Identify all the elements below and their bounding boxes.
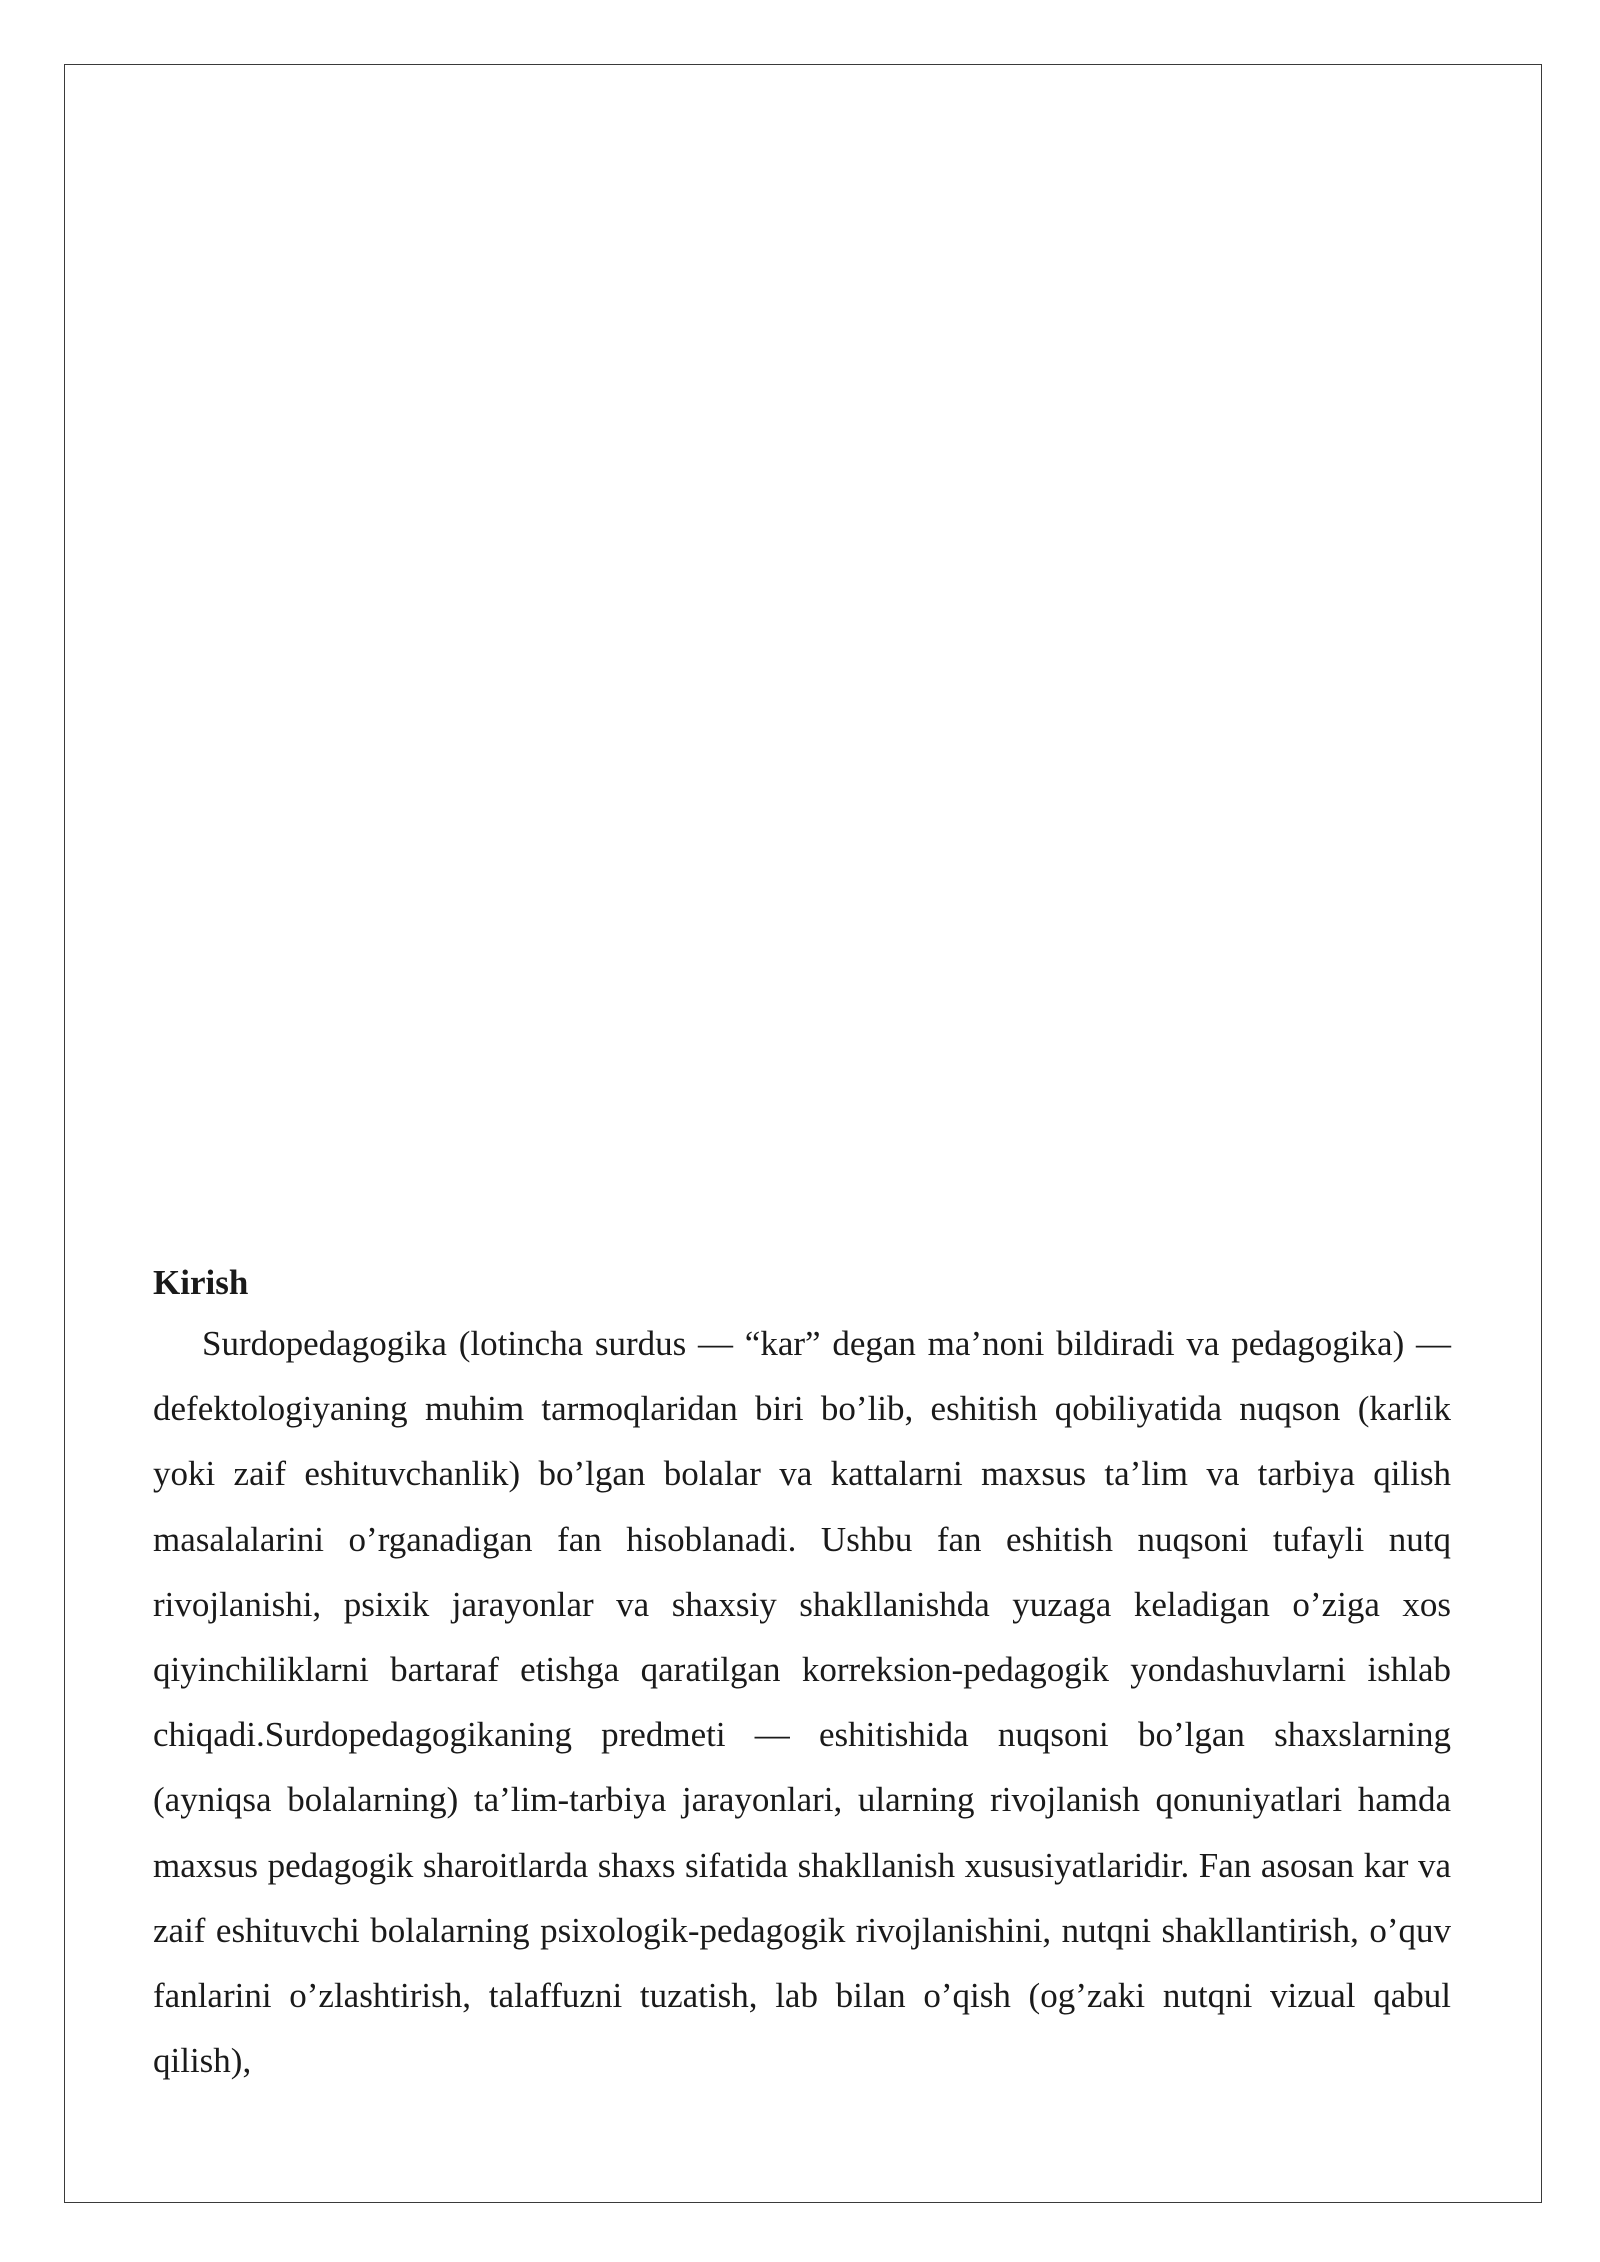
document-body <box>153 1255 1451 2093</box>
intro-paragraph: Surdopedagogika (lotincha surdus — “kar” degan ma’noni bildiradi va pedagogika) — defektologiyaning muhim tarmoqlaridan biri bo’lib, eshitish qobiliyatida nuqson (karlik yoki zaif eshituvchanlik) bo’lgan bolalar va kattalarni maxsus ta’lim va tarbiya qilish masalalarini o’rganadigan fan hisoblanadi. Ushbu fan eshitish nuqsoni tufayli nutq rivojlanishi, psixik jarayonlar va shaxsiy shakllanishda yuzaga keladigan o’ziga xos qiyinchiliklarni bartaraf etishga qaratilgan korreksion-pedagogik yondashuvlarni ishlab chiqadi.Surdopedagogikaning predmeti — eshitishida nuqsoni bo’lgan shaxslarning (ayniqsa bolalarning) ta’lim-tarbiya jarayonlari, ularning rivojlanish qonuniyatlari hamda maxsus pedagogik sharoitlarda shaxs sifatida shakllanish xususiyatlaridir. Fan asosan kar va zaif eshituvchi bolalarning psixologik-pedagogik rivojlanishini, nutqni shakllantirish, o’quv fanlarini o’zlashtirish, talaffuzni tuzatish, lab bilan o’qish (og’zaki nutqni vizual qabul qilish), <box>153 1324 1451 2081</box>
section-heading: Kirish <box>153 1263 249 1302</box>
